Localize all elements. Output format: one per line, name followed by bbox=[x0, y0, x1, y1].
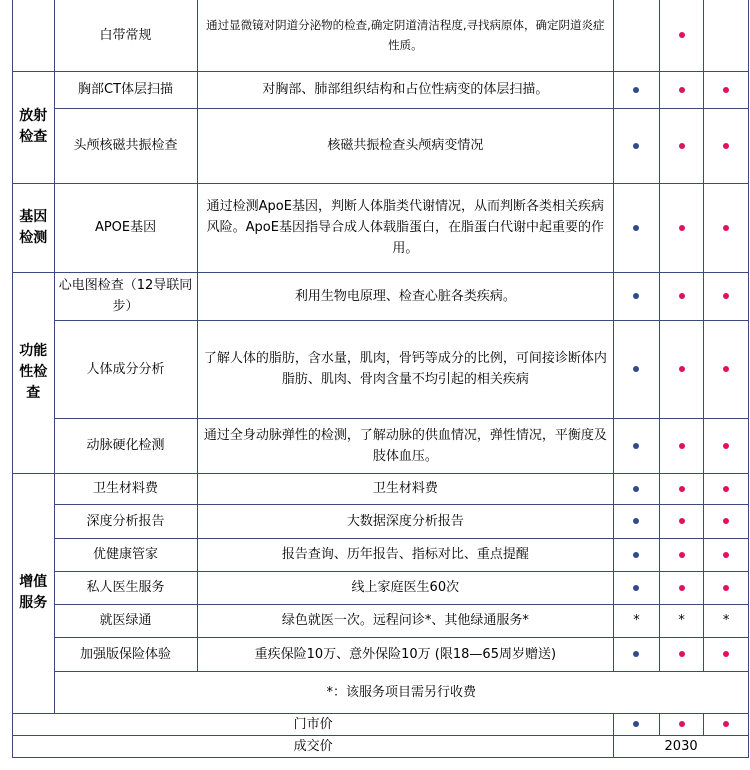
table-row bbox=[13, 504, 749, 538]
pink-dot-icon bbox=[723, 87, 729, 93]
mark-cell bbox=[659, 571, 704, 604]
blue-dot-icon bbox=[633, 143, 639, 149]
price-row bbox=[13, 735, 749, 757]
mark-cell bbox=[704, 538, 749, 571]
item-name: 头颅核磁共振检查 bbox=[54, 108, 197, 183]
item-description: 通过检测ApoE基因，判断人体脂类代谢情况，从而判断各类相关疾病风险。ApoE基因指导合成人体载脂蛋白，在脂蛋白代谢中起重要的作用。 bbox=[197, 183, 614, 272]
mark-cell bbox=[614, 272, 660, 320]
mark-cell bbox=[614, 108, 660, 183]
pink-dot-icon bbox=[679, 651, 685, 657]
table-row bbox=[13, 571, 749, 604]
item-name: 胸部CT体层扫描 bbox=[54, 71, 197, 108]
item-name: 私人医生服务 bbox=[54, 571, 197, 604]
mark-cell bbox=[614, 504, 660, 538]
pink-dot-icon bbox=[679, 721, 685, 727]
mark-cell bbox=[704, 108, 749, 183]
star-mark: * bbox=[614, 604, 660, 637]
item-name: APOE基因 bbox=[54, 183, 197, 272]
mark-cell bbox=[704, 272, 749, 320]
mark-cell bbox=[704, 0, 749, 71]
pink-dot-icon bbox=[723, 143, 729, 149]
mark-cell bbox=[704, 473, 749, 504]
pink-dot-icon bbox=[679, 552, 685, 558]
mark-cell bbox=[614, 571, 660, 604]
mark-cell bbox=[614, 418, 660, 473]
pink-dot-icon bbox=[679, 293, 685, 299]
mark-cell bbox=[614, 637, 660, 671]
section-label: 增值服务 bbox=[13, 473, 55, 713]
star-mark: * bbox=[704, 604, 749, 637]
pink-dot-icon bbox=[723, 366, 729, 372]
item-name: 动脉硬化检测 bbox=[54, 418, 197, 473]
item-description: 核磁共振检查头颅病变情况 bbox=[197, 108, 614, 183]
mark-cell bbox=[704, 713, 749, 735]
item-name: 加强版保险体验 bbox=[54, 637, 197, 671]
blue-dot-icon bbox=[633, 585, 639, 591]
mark-cell bbox=[614, 473, 660, 504]
item-name: 人体成分分析 bbox=[54, 320, 197, 418]
pink-dot-icon bbox=[679, 87, 685, 93]
pink-dot-icon bbox=[679, 366, 685, 372]
item-name: 优健康管家 bbox=[54, 538, 197, 571]
item-description: 通过全身动脉弹性的检测，了解动脉的供血情况，弹性情况，平衡度及肢体血压。 bbox=[197, 418, 614, 473]
pink-dot-icon bbox=[723, 225, 729, 231]
deal-price-label: 成交价 bbox=[13, 735, 614, 757]
item-description: 线上家庭医生60次 bbox=[197, 571, 614, 604]
pink-dot-icon bbox=[723, 552, 729, 558]
item-name: 就医绿通 bbox=[54, 604, 197, 637]
item-description: 绿色就医一次。远程问诊*、其他绿通服务* bbox=[197, 604, 614, 637]
section-label: 功能性检查 bbox=[13, 272, 55, 473]
table-row bbox=[13, 671, 749, 713]
deal-price-value: 2030 bbox=[614, 735, 749, 757]
table-row bbox=[13, 183, 749, 272]
footnote: *：该服务项目需另行收费 bbox=[54, 671, 748, 713]
mark-cell bbox=[659, 71, 704, 108]
table-row bbox=[13, 272, 749, 320]
mark-cell bbox=[704, 504, 749, 538]
pink-dot-icon bbox=[723, 443, 729, 449]
item-description: 重疾保险10万、意外保险10万 (限18—65周岁赠送) bbox=[197, 637, 614, 671]
mark-cell bbox=[659, 504, 704, 538]
table-row bbox=[13, 473, 749, 504]
item-name: 白带常规 bbox=[54, 0, 197, 71]
table-row bbox=[13, 0, 749, 71]
item-description: 报告查询、历年报告、指标对比、重点提醒 bbox=[197, 538, 614, 571]
blue-dot-icon bbox=[633, 651, 639, 657]
item-description: 卫生材料费 bbox=[197, 473, 614, 504]
mark-cell bbox=[659, 538, 704, 571]
blue-dot-icon bbox=[633, 87, 639, 93]
table-row bbox=[13, 418, 749, 473]
item-description: 利用生物电原理、检查心脏各类疾病。 bbox=[197, 272, 614, 320]
mark-cell bbox=[614, 713, 660, 735]
star-mark: * bbox=[659, 604, 704, 637]
table-row bbox=[13, 637, 749, 671]
item-description: 大数据深度分析报告 bbox=[197, 504, 614, 538]
pink-dot-icon bbox=[679, 443, 685, 449]
item-description: 了解人体的脂肪，含水量，肌肉，骨钙等成分的比例，可间接诊断体内脂肪、肌肉、骨肉含量不均引起的相关疾病 bbox=[197, 320, 614, 418]
mark-cell bbox=[659, 473, 704, 504]
mark-cell bbox=[659, 108, 704, 183]
mark-cell bbox=[614, 0, 660, 71]
section-label: 放射检查 bbox=[13, 71, 55, 183]
mark-cell bbox=[659, 418, 704, 473]
pink-dot-icon bbox=[723, 293, 729, 299]
package-table bbox=[12, 0, 749, 758]
table-row bbox=[13, 538, 749, 571]
store-price-label: 门市价 bbox=[13, 713, 614, 735]
mark-cell bbox=[614, 320, 660, 418]
item-name: 深度分析报告 bbox=[54, 504, 197, 538]
mark-cell bbox=[659, 637, 704, 671]
pink-dot-icon bbox=[679, 585, 685, 591]
blue-dot-icon bbox=[633, 366, 639, 372]
item-description: 对胸部、肺部组织结构和占位性病变的体层扫描。 bbox=[197, 71, 614, 108]
mark-cell bbox=[614, 71, 660, 108]
mark-cell bbox=[659, 183, 704, 272]
section-cell-empty bbox=[13, 0, 55, 71]
pink-dot-icon bbox=[679, 143, 685, 149]
mark-cell bbox=[704, 183, 749, 272]
pink-dot-icon bbox=[679, 32, 685, 38]
mark-cell bbox=[704, 637, 749, 671]
pink-dot-icon bbox=[723, 585, 729, 591]
blue-dot-icon bbox=[633, 225, 639, 231]
blue-dot-icon bbox=[633, 443, 639, 449]
pink-dot-icon bbox=[679, 225, 685, 231]
pink-dot-icon bbox=[723, 486, 729, 492]
mark-cell bbox=[659, 0, 704, 71]
table-row bbox=[13, 71, 749, 108]
item-name: 心电图检查（12导联同步） bbox=[54, 272, 197, 320]
blue-dot-icon bbox=[633, 721, 639, 727]
blue-dot-icon bbox=[633, 293, 639, 299]
price-row bbox=[13, 713, 749, 735]
item-description: 通过显微镜对阴道分泌物的检查,确定阴道清洁程度,寻找病原体，确定阴道炎症性质。 bbox=[197, 0, 614, 71]
mark-cell bbox=[659, 713, 704, 735]
mark-cell bbox=[659, 320, 704, 418]
table-row bbox=[13, 604, 749, 637]
pink-dot-icon bbox=[679, 486, 685, 492]
blue-dot-icon bbox=[633, 486, 639, 492]
mark-cell bbox=[704, 71, 749, 108]
pink-dot-icon bbox=[723, 518, 729, 524]
mark-cell bbox=[704, 571, 749, 604]
blue-dot-icon bbox=[633, 518, 639, 524]
pink-dot-icon bbox=[723, 721, 729, 727]
mark-cell bbox=[659, 272, 704, 320]
section-label: 基因检测 bbox=[13, 183, 55, 272]
mark-cell bbox=[704, 320, 749, 418]
pink-dot-icon bbox=[679, 518, 685, 524]
pink-dot-icon bbox=[723, 651, 729, 657]
mark-cell bbox=[614, 183, 660, 272]
mark-cell bbox=[614, 538, 660, 571]
table-row bbox=[13, 320, 749, 418]
blue-dot-icon bbox=[633, 552, 639, 558]
item-name: 卫生材料费 bbox=[54, 473, 197, 504]
mark-cell bbox=[704, 418, 749, 473]
table-row bbox=[13, 108, 749, 183]
